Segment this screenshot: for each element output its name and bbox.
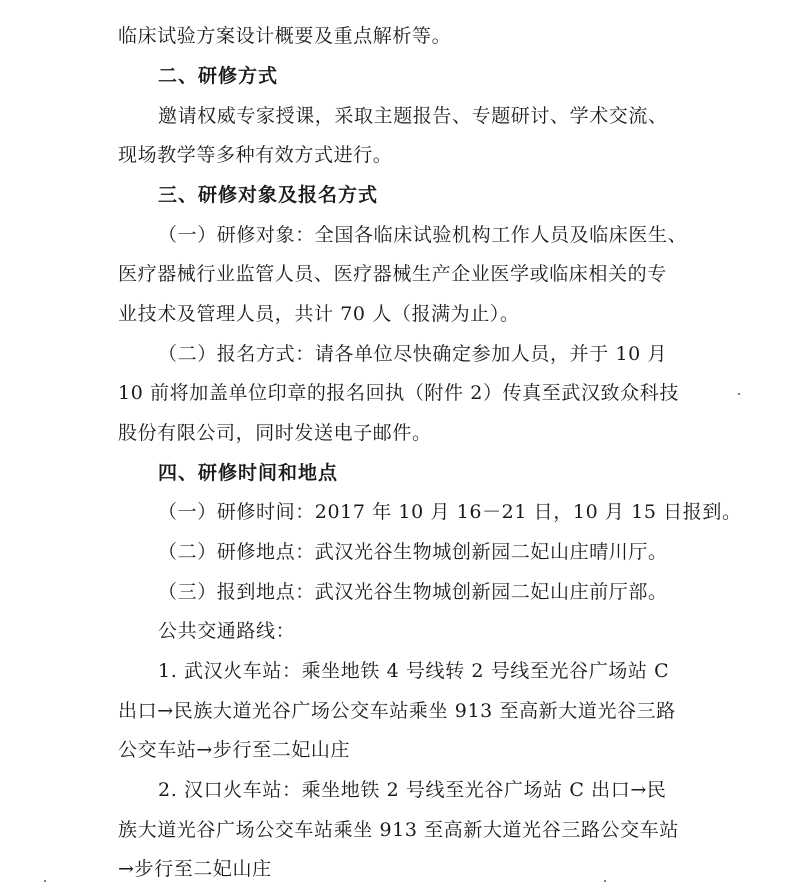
text-line-3c: 业技术及管理人员，共计 70 人（报满为止）。 <box>118 303 520 325</box>
text-line-3b: 医疗器械行业监管人员、医疗器械生产企业医学或临床相关的专 <box>118 263 667 285</box>
section-heading-4: 四、研修时间和地点 <box>158 462 339 484</box>
section-heading-3: 三、研修对象及报名方式 <box>158 184 379 206</box>
text-line-4c: （三）报到地点：武汉光谷生物城创新园二妃山庄前厅部。 <box>158 581 668 603</box>
route-line-2c: →步行至二妃山庄 <box>118 858 272 880</box>
scan-speck <box>44 880 46 882</box>
text-line-3e: 10 前将加盖单位印章的报名回执（附件 2）传真至武汉致众科技 <box>118 382 679 404</box>
route-line-1b: 出口→民族大道光谷广场公交车站乘坐 913 至高新大道光谷三路 <box>118 700 676 722</box>
route-line-1a: 1. 武汉火车站：乘坐地铁 4 号线转 2 号线至光谷广场站 C <box>158 660 670 682</box>
route-line-1c: 公交车站→步行至二妃山庄 <box>118 739 351 761</box>
text-line-2a: 邀请权威专家授课，采取主题报告、专题研讨、学术交流、 <box>158 105 668 127</box>
text-line-1: 临床试验方案设计概要及重点解析等。 <box>118 25 452 47</box>
route-line-2b: 族大道光谷广场公交车站乘坐 913 至高新大道光谷三路公交车站 <box>118 819 679 841</box>
section-heading-2: 二、研修方式 <box>158 65 279 87</box>
text-line-3f: 股份有限公司，同时发送电子邮件。 <box>118 422 432 444</box>
text-line-4d: 公共交通路线： <box>158 620 296 642</box>
text-line-4a: （一）研修时间：2017 年 10 月 16－21 日，10 月 15 日报到。 <box>158 501 742 523</box>
scan-speck <box>604 880 606 882</box>
text-line-2b: 现场教学等多种有效方式进行。 <box>118 144 393 166</box>
text-line-3a: （一）研修对象：全国各临床试验机构工作人员及临床医生、 <box>158 224 688 246</box>
scan-speck <box>738 393 740 395</box>
route-line-2a: 2. 汉口火车站：乘坐地铁 2 号线至光谷广场站 C 出口→民 <box>158 779 667 801</box>
text-line-4b: （二）研修地点：武汉光谷生物城创新园二妃山庄晴川厅。 <box>158 541 668 563</box>
text-line-3d: （二）报名方式：请各单位尽快确定参加人员，并于 10 月 <box>158 343 668 365</box>
